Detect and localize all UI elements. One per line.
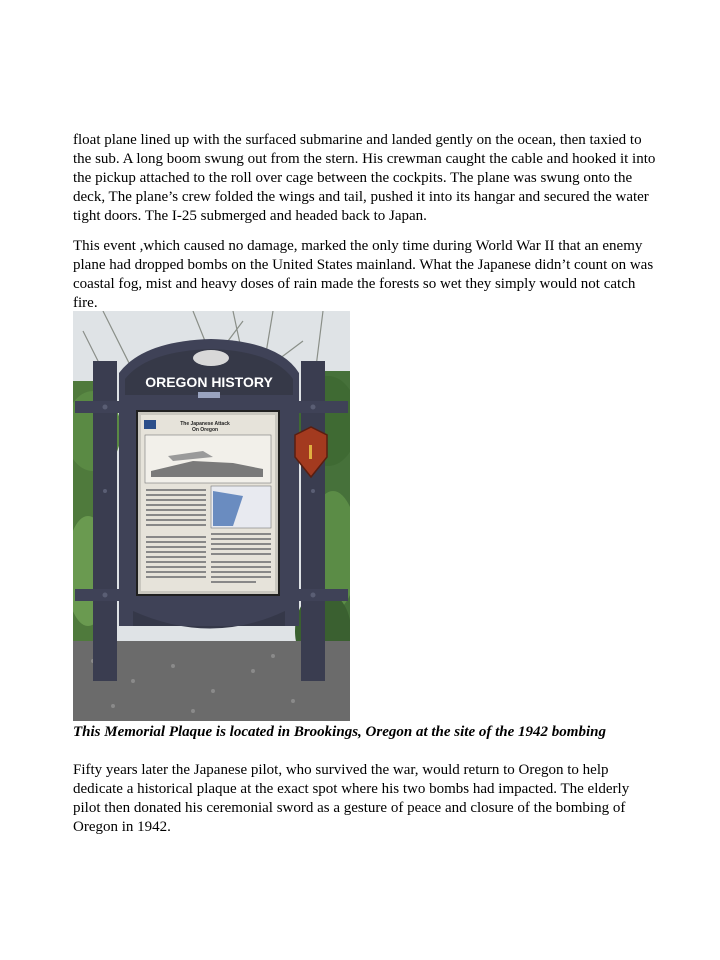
paragraph-fifty-years-later: Fifty years later the Japanese pilot, who survived the war, would return to Oregon to help dedicate a historical plaque at the exact spot where his two bombs had impacted. The elderly pilot then donated his ceremonial sword as a gesture of peace and closure of the bombing of Oregon in 1942. <box>73 762 630 835</box>
paragraph-submarine-recovery: float plane lined up with the surfaced submarine and landed gently on the ocean, then taxied to the sub. A long boom swung out from the stern. His crewman caught the cable and hooked it into the pickup attached to the roll over cage between the cockpits. The plane was swung onto the deck, The plane’s crew folded the wings and tail, pushed it into its hangar and secured the water tight doors. The I-25 submerged and headed back to Japan. <box>73 132 656 224</box>
memorial-plaque-photo <box>73 311 350 721</box>
plaque-title-line1: The Japanese Attack <box>180 421 230 427</box>
photo-caption: This Memorial Plaque is located in Brookings, Oregon at the site of the 1942 bombing <box>73 724 606 740</box>
sign-header-text: OREGON HISTORY <box>145 374 273 390</box>
plaque-title-line2: On Oregon <box>191 427 219 433</box>
paragraph-event-significance: This event ,which caused no damage, marked the only time during World War II that an enemy plane had dropped bombs on the United States mainland. What the Japanese didn’t count on was coastal fog, mist and heavy doses of rain made the forests so wet they simply would not catch fire. <box>73 238 654 311</box>
